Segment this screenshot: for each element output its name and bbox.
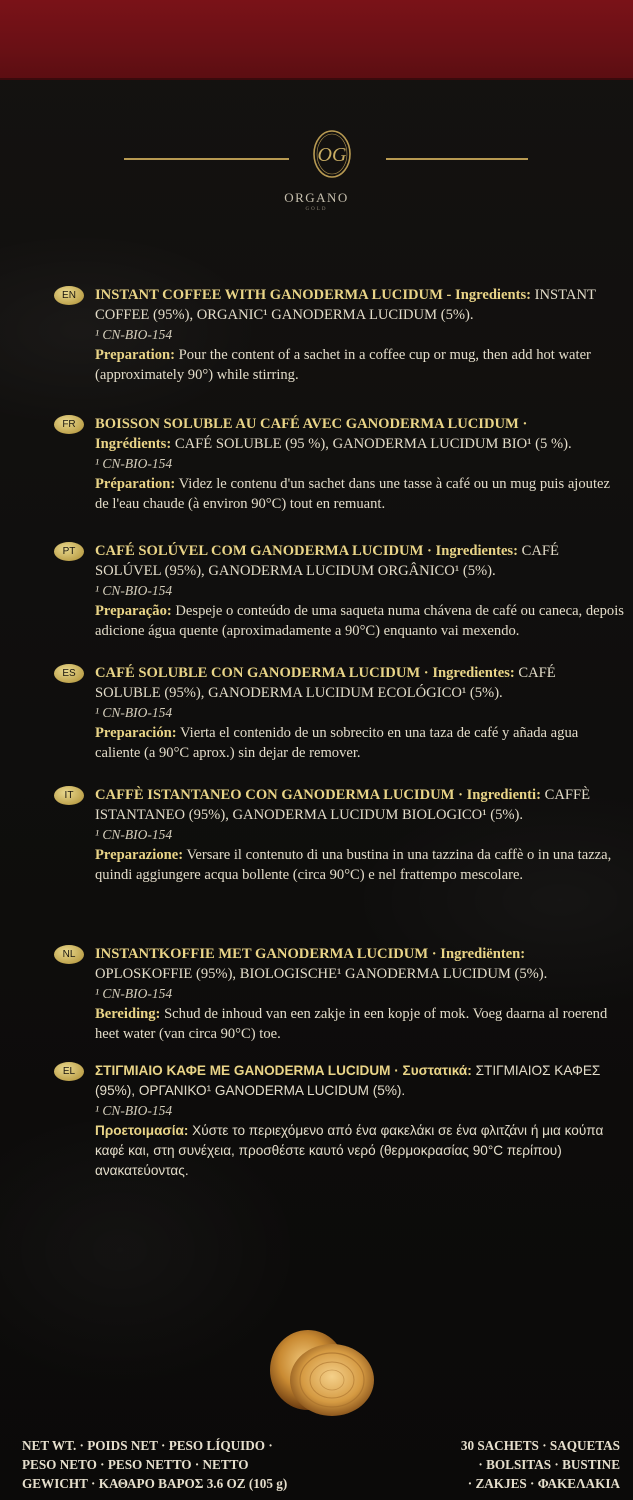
logo-rule-right (386, 158, 528, 160)
ingredients-label: Ingredientes: (432, 665, 515, 681)
language-badge: NL (54, 945, 84, 964)
language-badge: FR (54, 415, 84, 434)
preparation-label: Bereiding: (95, 1006, 161, 1022)
ingredients-text: OPLOSKOFFIE (95%), BIOLOGISCHE¹ GANODERMA LUCIDUM (5%). (95, 966, 548, 982)
sachet-count-line: 30 SACHETS · SAQUETAS (460, 1438, 620, 1453)
brand-name: ORGANO (284, 190, 349, 205)
section-title: CAFÉ SOLÚVEL COM GANODERMA LUCIDUM · (95, 543, 432, 559)
preparation-text: Videz le contenu d'un sachet dans une tasse à café ou un mug puis ajoutez de l'eau chaude (à environ 90°C) tout en remuant. (95, 476, 610, 512)
section-title: INSTANT COFFEE WITH GANODERMA LUCIDUM - (95, 287, 452, 303)
certification-code: ¹ CN-BIO-154 (95, 583, 173, 598)
certification-code: ¹ CN-BIO-154 (95, 327, 173, 342)
section-title: CAFÉ SOLUBLE CON GANODERMA LUCIDUM · (95, 665, 429, 681)
certification-code: ¹ CN-BIO-154 (95, 705, 173, 720)
preparation-text: Vierta el contenido de un sobrecito en una taza de café y añada agua caliente (a 90°C aprox.) sin dejar de remover. (95, 725, 579, 761)
brand-sub: GOLD (305, 207, 328, 212)
preparation-label: Préparation: (95, 476, 176, 492)
net-weight-line: NET WT. · POIDS NET · PESO LÍQUIDO · (22, 1438, 273, 1453)
language-badge: PT (54, 542, 84, 561)
preparation-label: Preparação: (95, 603, 172, 619)
certification-code: ¹ CN-BIO-154 (95, 986, 173, 1001)
section-title: CAFFÈ ISTANTANEO CON GANODERMA LUCIDUM · (95, 787, 463, 803)
ingredients-text: CAFÉ SOLUBLE (95%), GANODERMA LUCIDUM ECOLÓGICO¹ (5%). (95, 665, 556, 701)
preparation-text: Schud de inhoud van een zakje in een kopje of mok. Voeg daarna al roerend heet water (van circa 90°C) toe. (95, 1006, 608, 1042)
ingredients-text: INSTANT COFFEE (95%), ORGANIC¹ GANODERMA LUCIDUM (5%). (95, 287, 596, 323)
preparation-label: Προετοιμασία: (95, 1123, 189, 1138)
preparation-text: Pour the content of a sachet in a coffee cup or mug, then add hot water (approximately 90°) while stirring. (95, 347, 591, 383)
sachet-count-line: · ZAKJES · ΦΑΚΕΛΑΚΙΑ (467, 1476, 620, 1491)
net-weight-line: PESO NETO · PESO NETTO · NETTO (22, 1457, 249, 1472)
certification-code: ¹ CN-BIO-154 (95, 456, 173, 471)
ingredients-text: CAFÉ SOLUBLE (95 %), GANODERMA LUCIDUM BIO¹ (5 %). (174, 436, 572, 452)
sachet-count-line: · BOLSITAS · BUSTINE (478, 1457, 620, 1472)
ingredients-label: Ingrédients: (95, 436, 172, 452)
ingredients-text: CAFÉ SOLÚVEL (95%), GANODERMA LUCIDUM ORGÂNICO¹ (5%). (95, 543, 559, 579)
certification-code: ¹ CN-BIO-154 (95, 827, 173, 842)
net-weight-line: GEWICHT · ΚΑΘΑΡΟ ΒΑΡΟΣ 3.6 OZ (105 g) (22, 1476, 288, 1491)
certification-code: ¹ CN-BIO-154 (95, 1103, 173, 1118)
preparation-label: Preparation: (95, 347, 175, 363)
og-monogram-icon (311, 128, 353, 180)
language-badge: IT (54, 786, 84, 805)
ingredients-label: Ingredientes: (435, 543, 518, 559)
ingredients-label: Ingredients: (455, 287, 531, 303)
preparation-text: Versare il contenuto di una bustina in una tazzina da caffè o in una tazza, quindi aggiungere acqua bollente (circa 90°C) e nel frattempo mescolare. (95, 847, 612, 883)
ingredients-label: Ingredienti: (466, 787, 541, 803)
brand-logo (0, 128, 633, 218)
ingredients-text: ΣΤΙΓΜΙΑΙΟΣ ΚΑΦΕΣ (95%), ΟΡΓΑΝΙΚΟ¹ GANODERMA LUCIDUM (5%). (95, 1063, 601, 1098)
preparation-text: Despeje o conteúdo de uma saqueta numa chávena de café ou caneca, depois adicione água quente (aproximadamente a 90°C) enquanto vai mexendo. (95, 603, 624, 639)
section-title: ΣΤΙΓΜΙΑΙΟ ΚΑΦΕ ΜΕ GANODERMA LUCIDUM · (95, 1063, 399, 1078)
preparation-text: Χύστε το περιεχόμενο από ένα φακελάκι σε ένα φλιτζάνι ή μια κούπα καφέ και, στη συνέχεια, προσθέστε καυτό νερό (θερμοκρασίας 90°C περίπου) ανακατεύοντας. (95, 1123, 604, 1178)
preparation-label: Preparación: (95, 725, 177, 741)
language-badge: ES (54, 664, 84, 683)
net-weight (22, 1436, 342, 1493)
language-badge: EN (54, 286, 84, 305)
logo-monogram-text: OG (317, 144, 347, 166)
top-color-band (0, 0, 633, 80)
ingredients-label: Ingrediënten: (440, 946, 526, 962)
section-title: BOISSON SOLUBLE AU CAFÉ AVEC GANODERMA LUCIDUM · (95, 416, 528, 432)
section-title: INSTANTKOFFIE MET GANODERMA LUCIDUM · (95, 946, 437, 962)
preparation-label: Preparazione: (95, 847, 184, 863)
ingredients-label: Συστατικά: (402, 1063, 472, 1078)
sachet-count (400, 1436, 620, 1493)
language-badge: EL (54, 1062, 84, 1081)
logo-rule-left (124, 158, 289, 160)
ingredients-text: CAFFÈ ISTANTANEO (95%), GANODERMA LUCIDUM BIOLOGICO¹ (5%). (95, 787, 591, 823)
ganoderma-mushroom-icon (266, 1322, 378, 1422)
